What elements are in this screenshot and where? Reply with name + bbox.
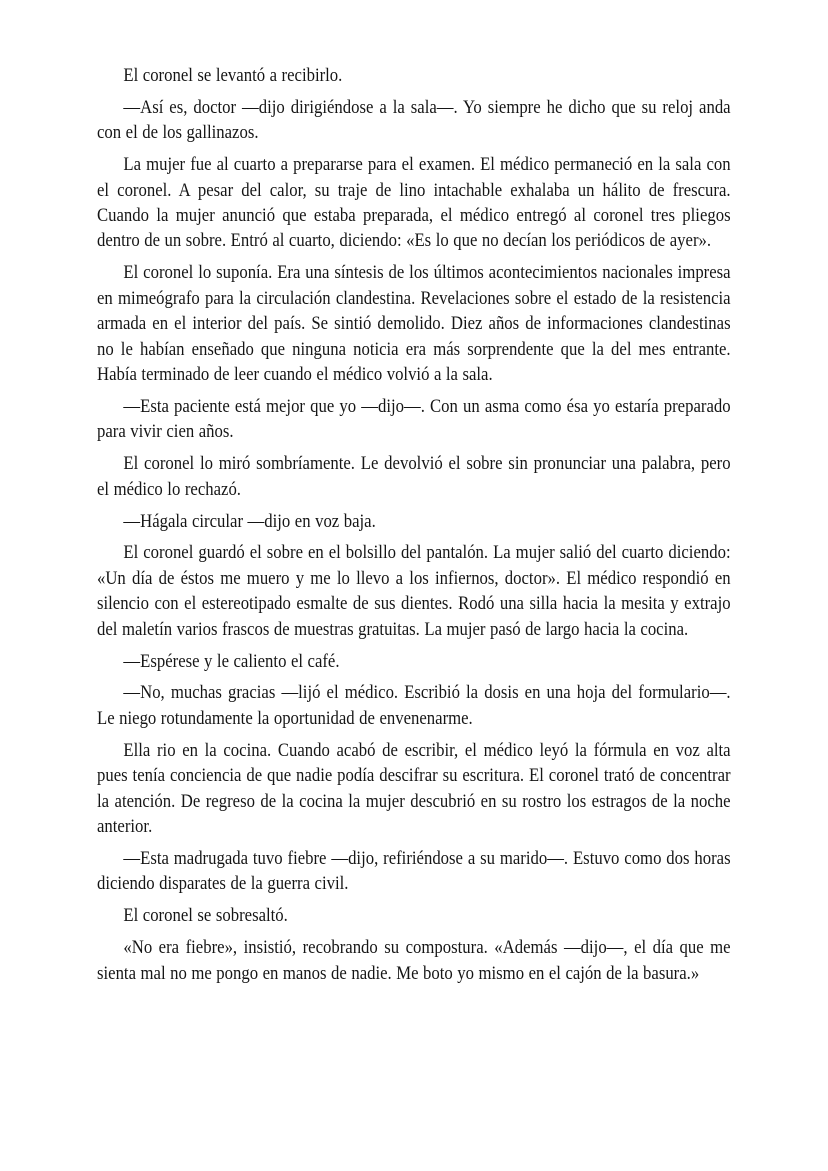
paragraph: La mujer fue al cuarto a prepararse para el examen. El médico permaneció en la sala con el coronel. A pesar del calor, su traje de lino intachable exhalaba un hálito de frescura. Cuando la mujer anunció que estaba preparada, el médico entregó al coronel tres pliegos dentro de un sobre. Entró al cuarto, diciendo: «Es lo que no decían los periódicos de ayer». [97,154,731,252]
paragraph: El coronel se levantó a recibirlo. [123,65,343,86]
paragraph: —Esta madrugada tuvo fiebre —dijo, refiriéndose a su marido—. Estuvo como dos horas diciendo disparates de la guerra civil. [97,847,731,895]
paragraph: El coronel lo miró sombríamente. Le devolvió el sobre sin pronunciar una palabra, pero el médico lo rechazó. [97,453,731,500]
paragraph: —No, muchas gracias —lijó el médico. Escribió la dosis en una hoja del formulario—. Le niego rotundamente la oportunidad de envenenarme. [97,682,731,729]
paragraph: El coronel guardó el sobre en el bolsillo del pantalón. La mujer salió del cuarto diciendo: «Un día de éstos me muero y me lo llevo a los infiernos, doctor». El médico respondió en silencio con el estereotipado esmalte de sus dientes. Rodó una silla hacia la mesita y extrajo del maletín varios frascos de muestras gratuitas. La mujer pasó de largo hacia la cocina. [97,542,731,640]
paragraph: —Así es, doctor —dijo dirigiéndose a la sala—. Yo siempre he dicho que su reloj anda con el de los gallinazos. [97,96,731,144]
paragraph: «No era fiebre», insistió, recobrando su compostura. «Además —dijo—, el día que me sienta mal no me pongo en manos de nadie. Me boto yo mismo en el cajón de la basura.» [97,937,731,984]
paragraph: —Espérese y le caliento el café. [123,650,340,672]
page-text [97,63,731,992]
paragraph: Ella rio en la cocina. Cuando acabó de escribir, el médico leyó la fórmula en voz alta pues tenía conciencia de que nadie podía descifrar su escritura. El coronel trató de concentrar la atención. De regreso de la cocina la mujer descubrió en su rostro los estragos de la noche anterior. [97,739,731,837]
paragraph: El coronel lo suponía. Era una síntesis de los últimos acontecimientos nacionales impresa en mimeógrafo para la circulación clandestina. Revelaciones sobre el estado de la resistencia armada en el interior del país. Se sintió demolido. Diez años de informaciones clandestinas no le habían enseñado que ninguna noticia era más sorprendente que la del mes entrante. Había terminado de leer cuando el médico volvió a la sala. [97,262,731,385]
paragraph: El coronel se sobresaltó. [123,905,288,927]
paragraph: —Hágala circular —dijo en voz baja. [123,510,376,532]
paragraph: —Esta paciente está mejor que yo —dijo—. Con un asma como ésa yo estaría preparado para vivir cien años. [97,395,731,443]
